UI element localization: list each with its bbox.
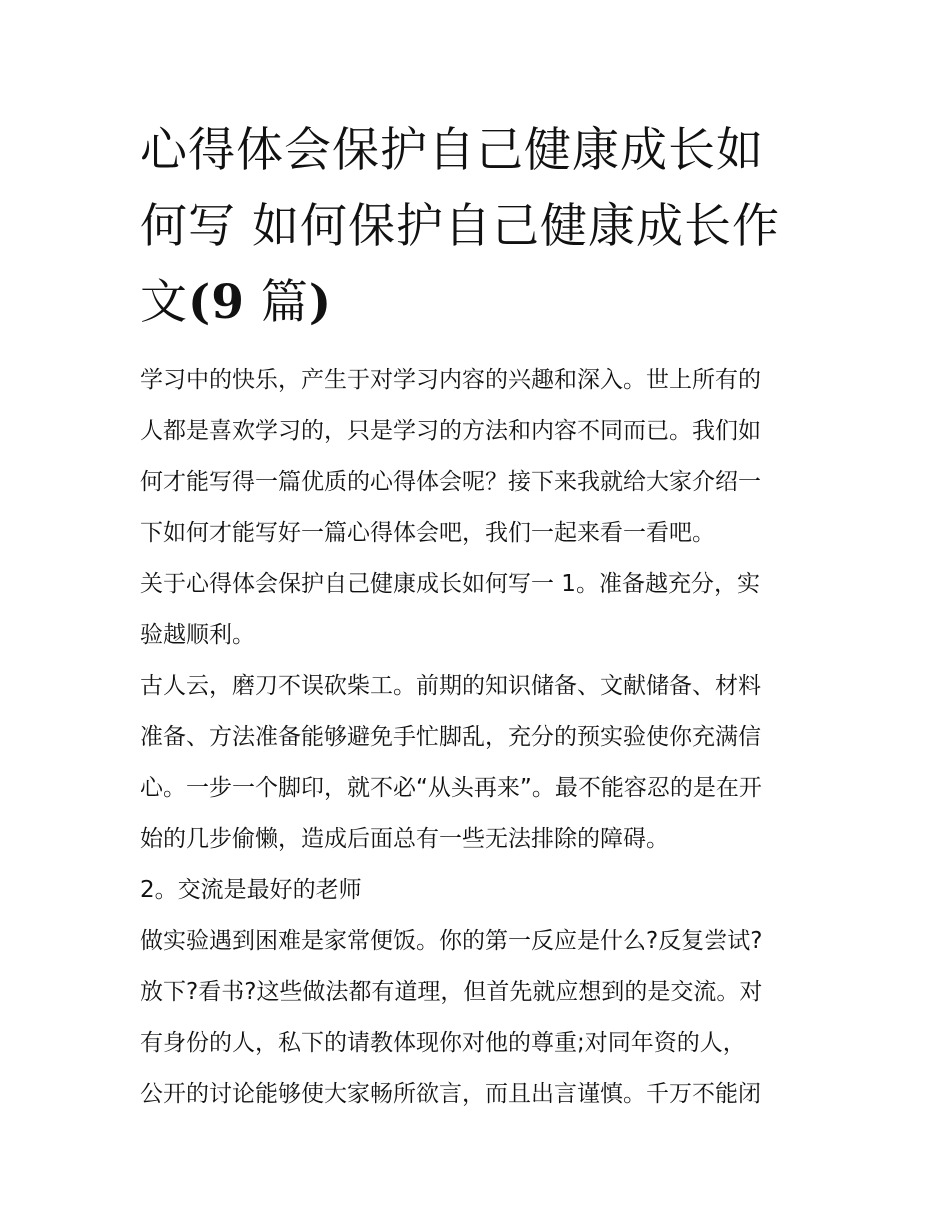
body-line: 人都是喜欢学习的，只是学习的方法和内容不同而已。我们如 <box>140 418 761 444</box>
body-line: 验越顺利。 <box>140 622 255 648</box>
document-title <box>140 113 820 341</box>
body-line: 心。一步一个脚印，就不必“从头再来”。最不能容忍的是在开 <box>140 775 762 801</box>
body-line: 下如何才能写好一篇心得体会吧，我们一起来看一看吧。 <box>140 520 715 546</box>
body-line: 古人云，磨刀不误砍柴工。前期的知识储备、文献储备、材料 <box>140 673 761 699</box>
body-line: 做实验遇到困难是家常便饭。你的第一反应是什么?反复尝试? <box>140 928 763 954</box>
title-line-3-end: ) <box>308 275 333 330</box>
body-line: 有身份的人，私下的请教体现你对他的尊重;对同年资的人， <box>140 1030 746 1056</box>
title-line-3-mid: 篇 <box>244 275 309 330</box>
body-line: 关于心得体会保护自己健康成长如何写一 1。准备越充分，实 <box>140 571 760 597</box>
title-line-1: 心得体会保护自己健康成长如 <box>140 123 764 178</box>
title-line-2: 何写 如何保护自己健康成长作 <box>140 199 780 254</box>
body-line: 始的几步偷懒，造成后面总有一些无法排除的障碍。 <box>140 826 669 852</box>
title-line-3-number: (9 <box>188 275 245 330</box>
body-line: 何才能写得一篇优质的心得体会呢？接下来我就给大家介绍一 <box>140 469 761 495</box>
title-line-3-prefix: 文 <box>140 275 188 330</box>
body-line: 学习中的快乐，产生于对学习内容的兴趣和深入。世上所有的 <box>140 367 761 393</box>
document-body <box>140 355 820 1120</box>
body-line: 公开的讨论能够使大家畅所欲言，而且出言谨慎。千万不能闭 <box>140 1081 761 1107</box>
body-line: 放下?看书?这些做法都有道理，但首先就应想到的是交流。对 <box>140 979 763 1005</box>
section-heading: 2。交流是最好的老师 <box>140 877 362 903</box>
body-line: 准备、方法准备能够避免手忙脚乱，充分的预实验使你充满信 <box>140 724 761 750</box>
